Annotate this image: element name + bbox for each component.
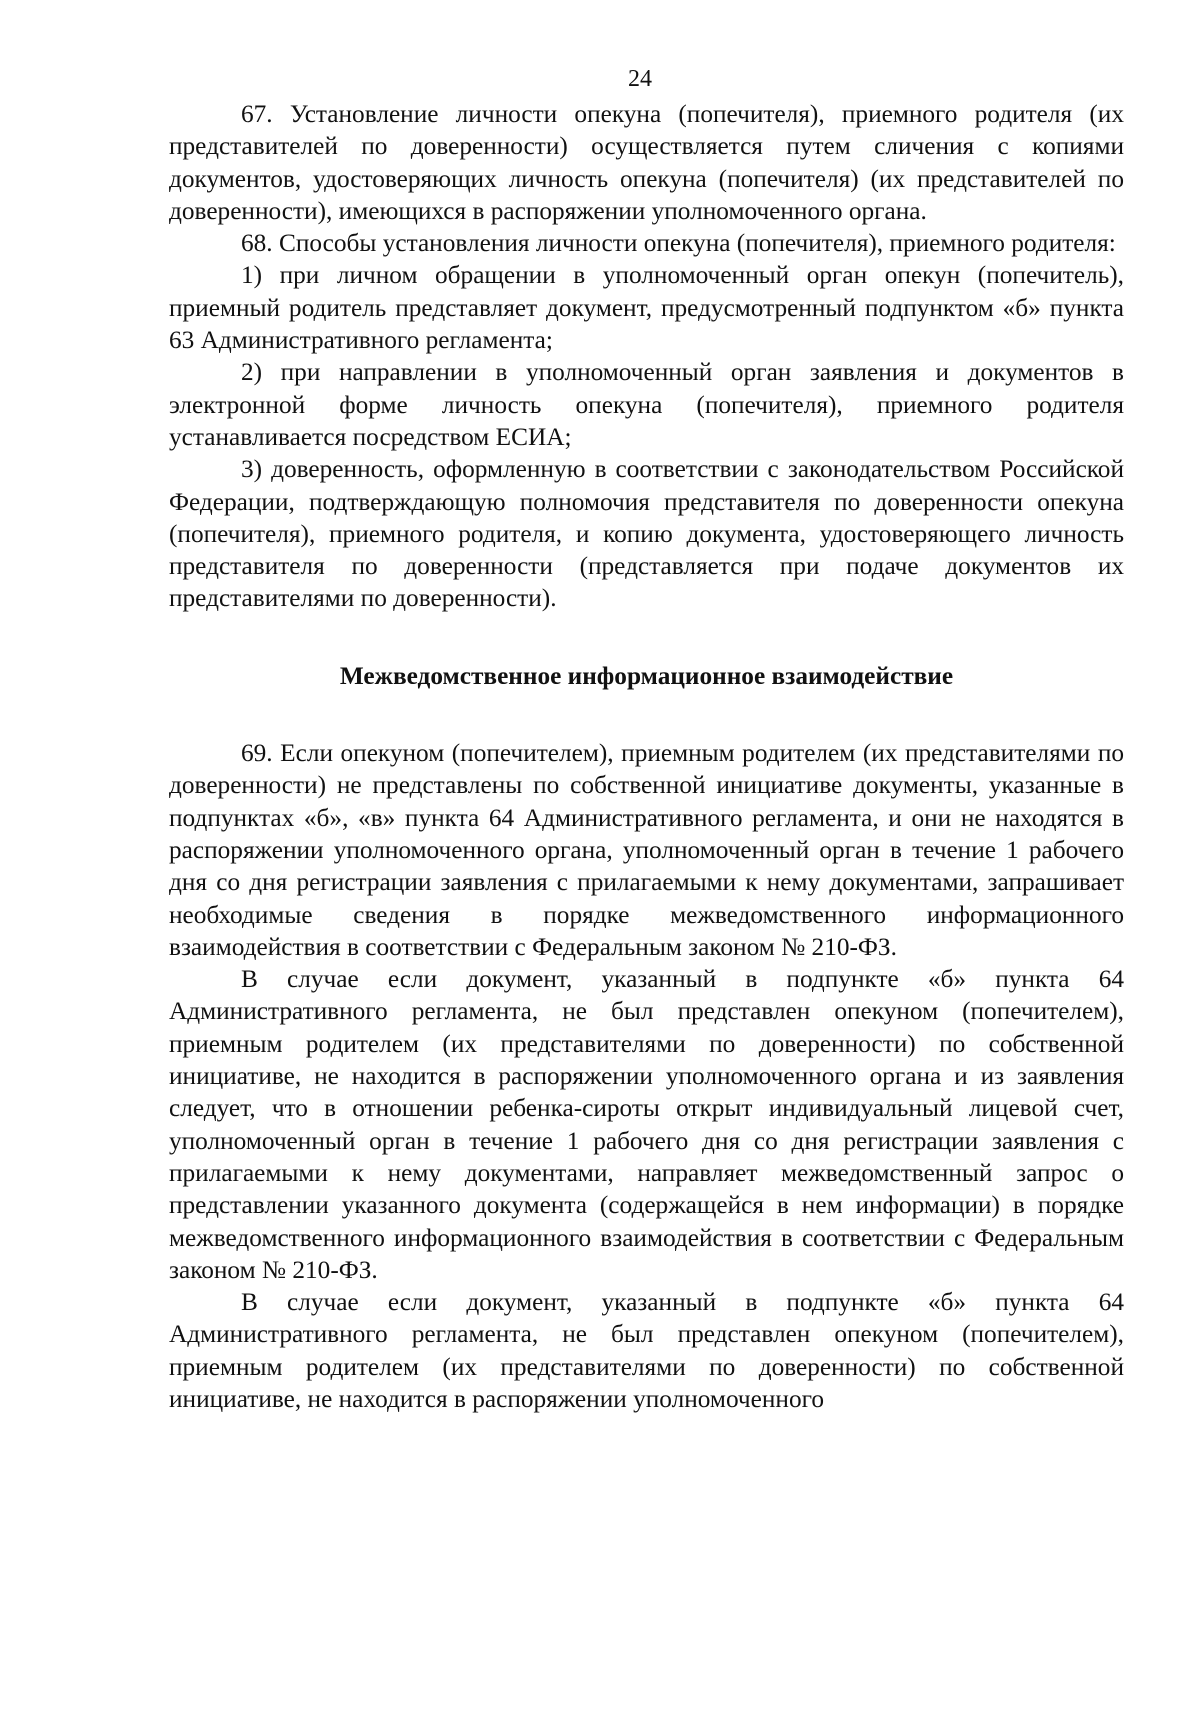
paragraph-67: 67. Установление личности опекуна (попечителя), приемного родителя (их представителей по доверенности) осуществляется путем сличения с копиями документов, удостоверяющих личность опекуна (попечителя) (их представителей по доверенности), имеющихся в распоряжении уполномоченного органа. [169, 100, 1124, 225]
paragraph-69-case-1: В случае если документ, указанный в подпункте «б» пункта 64 Административного регламента, не был представлен опекуном (попечителем), приемным родителем (их представителями по доверенности) по собственной инициативе, не находится в распоряжении уполномоченного органа и из заявления следует, что в отношении ребенка-сироты открыт индивидуальный лицевой счет, уполномоченный орган в течение 1 рабочего дня со дня регистрации заявления с прилагаемыми к нему документами, направляет межведомственный запрос о представлении указанного документа (содержащейся в нем информации) в порядке межведомственного информационного взаимодействия в соответствии с Федеральным законом № 210-ФЗ. [169, 965, 1124, 1284]
paragraph-69: 69. Если опекуном (попечителем), приемным родителем (их представителями по доверенности) не представлены по собственной инициативе документы, указанные в подпунктах «б», «в» пункта 64 Административного регламента, и они не находятся в распоряжении уполномоченного органа, уполномоченный орган в течение 1 рабочего дня со дня регистрации заявления с прилагаемыми к нему документами, запрашивает необходимые сведения в порядке межведомственного информационного взаимодействия в соответствии с Федеральным законом № 210-ФЗ. [169, 739, 1124, 961]
page-content [169, 98, 1124, 1415]
paragraph-68-item-1: 1) при личном обращении в уполномоченный орган опекун (попечитель), приемный родитель представляет документ, предусмотренный подпунктом «б» пункта 63 Административного регламента; [169, 261, 1124, 355]
paragraph-69-case-2: В случае если документ, указанный в подпункте «б» пункта 64 Административного регламента, не был представлен опекуном (попечителем), приемным родителем (их представителями по доверенности) по собственной инициативе, не находится в распоряжении уполномоченного [169, 1288, 1124, 1413]
paragraph-68-item-3: 3) доверенность, оформленную в соответствии с законодательством Российской Федерации, подтверждающую полномочия представителя по доверенности опекуна (попечителя), приемного родителя, и копию документа, удостоверяющего личность представителя по доверенности (представляется при подаче документов их представителями по доверенности). [169, 455, 1124, 613]
paragraph-68: 68. Способы установления личности опекуна (попечителя), приемного родителя: [241, 229, 1116, 258]
section-heading: Межведомственное информационное взаимодействие [339, 661, 954, 690]
page-number: 24 [628, 66, 652, 92]
paragraph-68-item-2: 2) при направлении в уполномоченный орган заявления и документов в электронной форме личность опекуна (попечителя), приемного родителя устанавливается посредством ЕСИА; [169, 358, 1124, 451]
